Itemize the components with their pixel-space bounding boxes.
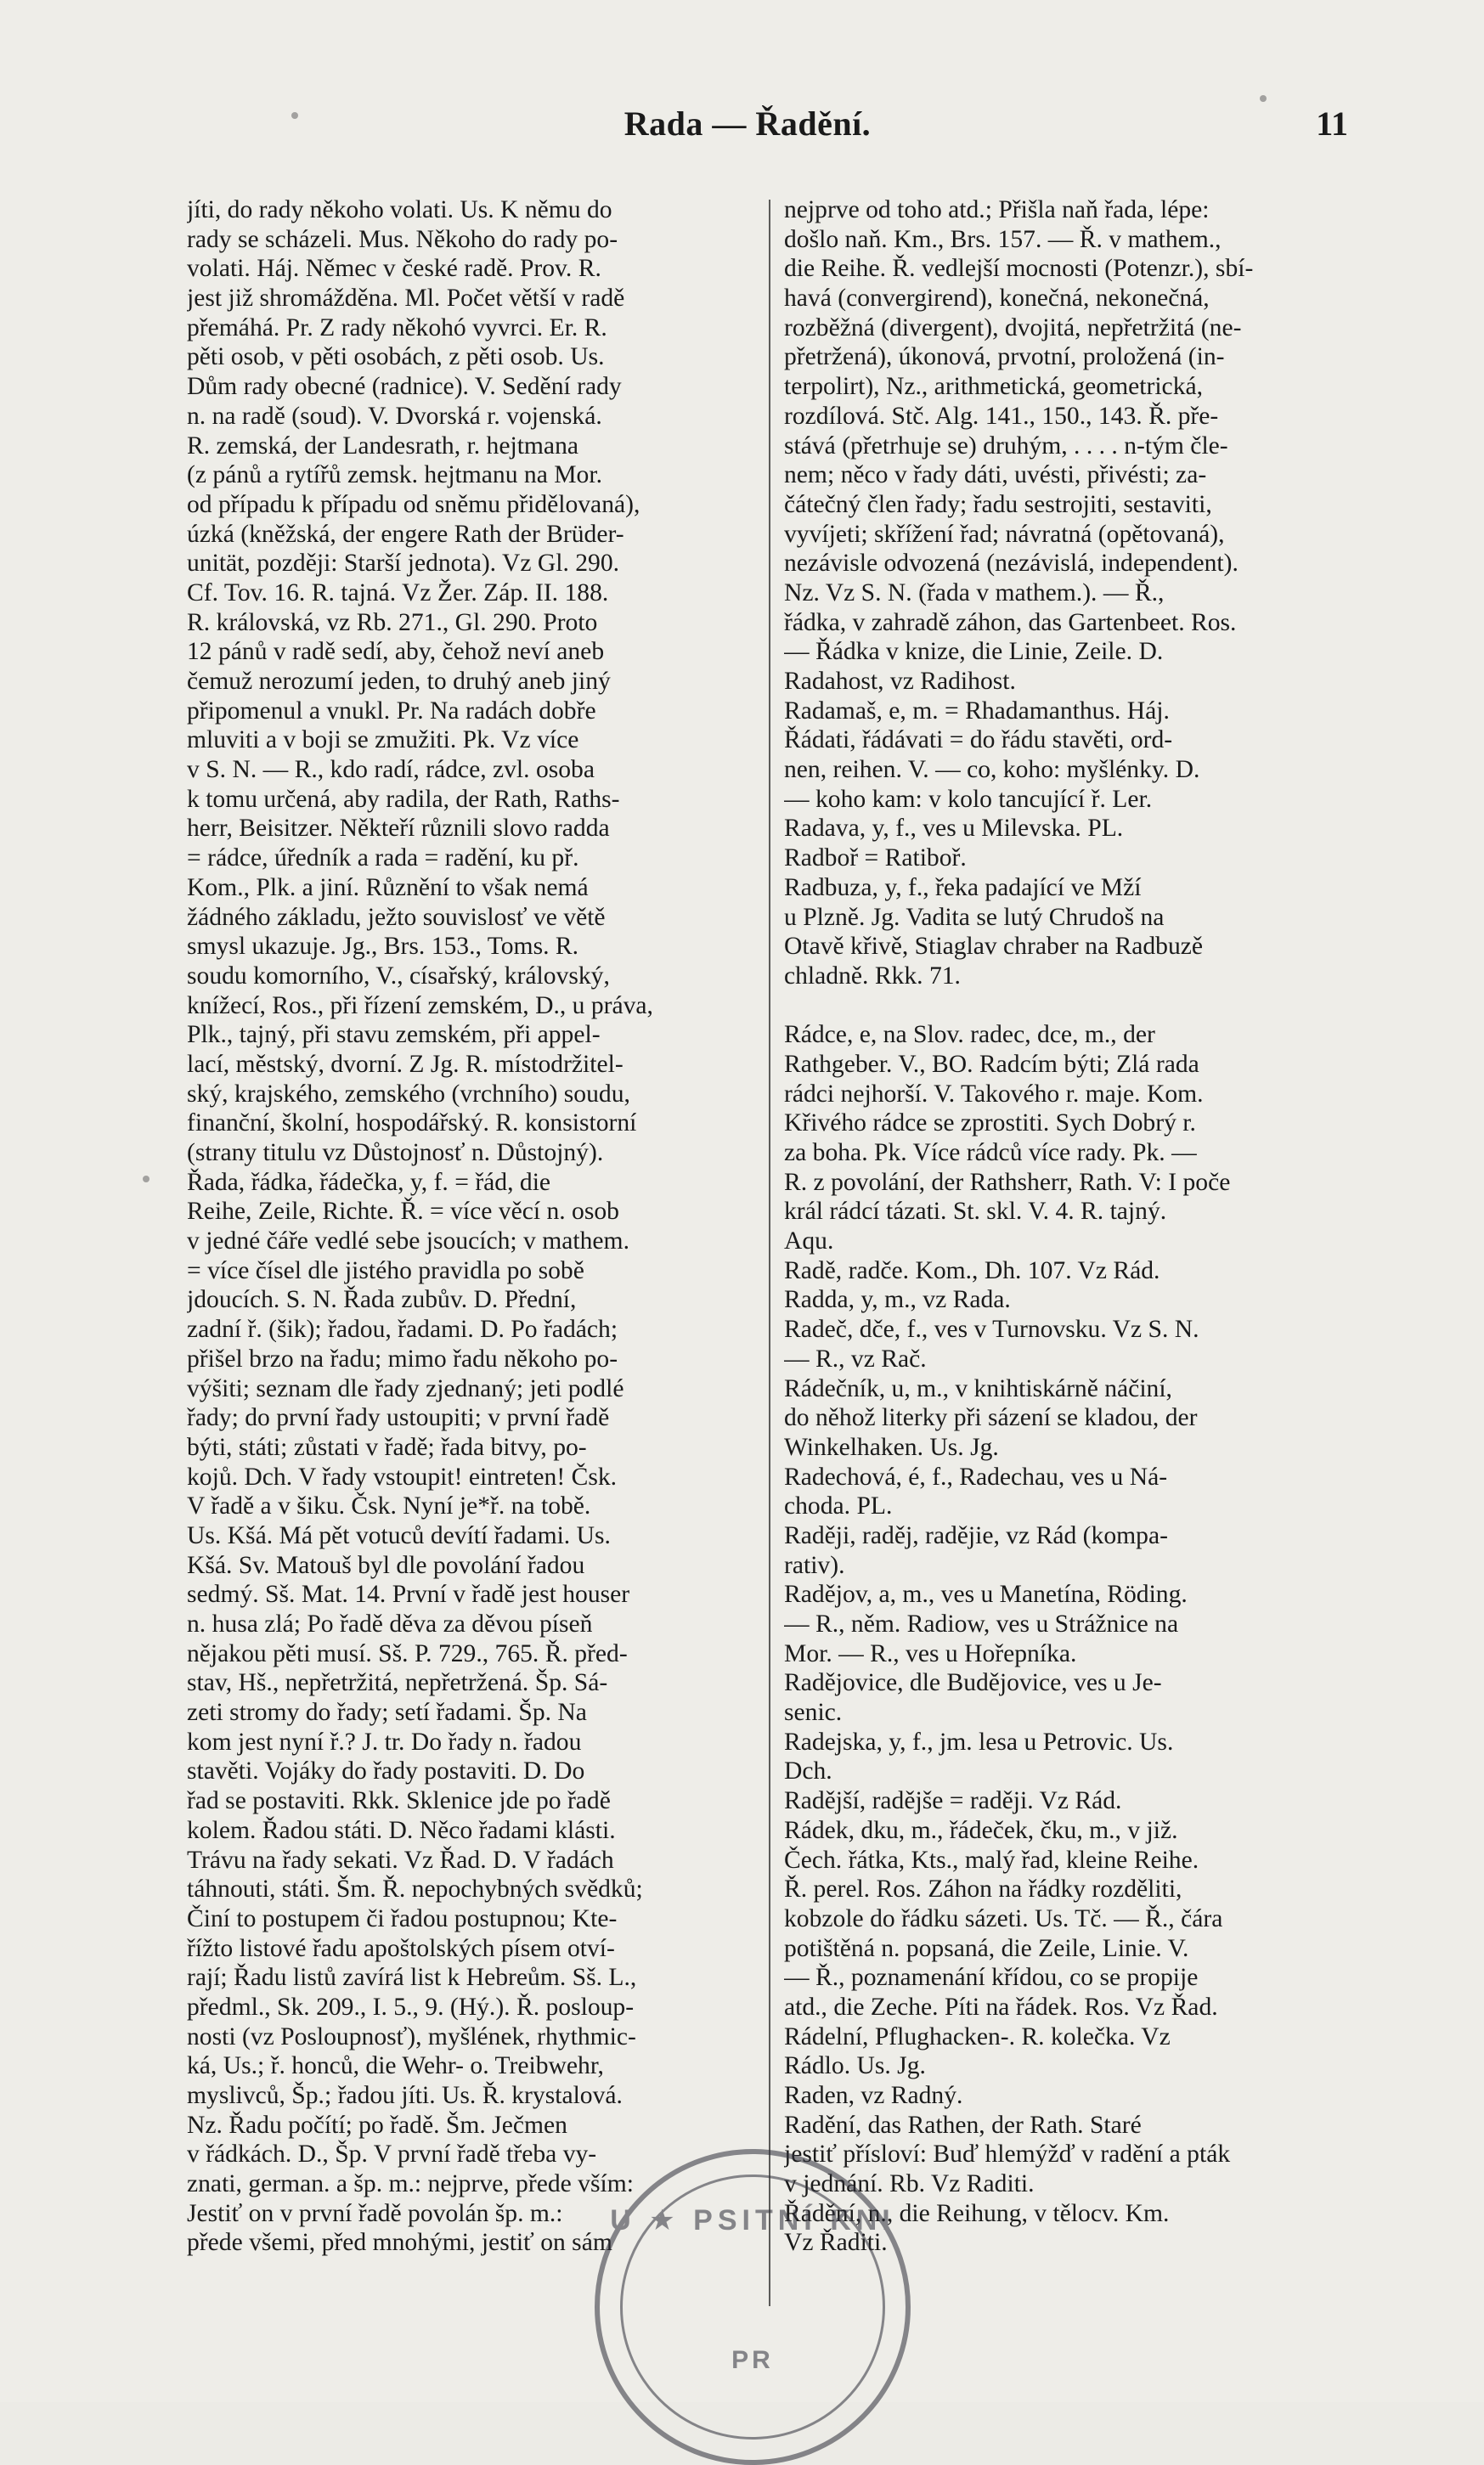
- left-column-line: R. zemská, der Landesrath, r. hejtmana: [187, 432, 579, 460]
- right-column-line: Aqu.: [784, 1227, 834, 1255]
- right-column-line: Radě, radče. Kom., Dh. 107. Vz Rád.: [784, 1256, 1160, 1284]
- right-column-line: Radějov, a, m., ves u Manetína, Röding.: [784, 1581, 1188, 1609]
- right-column-line: došlo naň. Km., Brs. 157. — Ř. v mathem.,: [784, 225, 1222, 253]
- right-column-line: Křivého rádce se zprostiti. Sych Dobrý r.: [784, 1109, 1196, 1137]
- left-column-line: myslivců, Šp.; řadou jíti. Us. Ř. krystalová.: [187, 2082, 623, 2109]
- right-column-line: Nz. Vz S. N. (řada v mathem.). — Ř.,: [784, 578, 1165, 606]
- left-column-line: úzká (kněžská, der engere Rath der Brüder-: [187, 520, 624, 548]
- left-column-line: smysl ukazuje. Jg., Brs. 153., Toms. R.: [187, 933, 579, 961]
- right-column-line: za boha. Pk. Více rádců více rady. Pk. —: [784, 1139, 1197, 1166]
- right-column-line: Radboř = Ratiboř.: [784, 844, 967, 872]
- right-column-line: Řadění, n., die Reihung, v tělocv. Km.: [784, 2199, 1170, 2227]
- left-column-line: knížecí, Ros., při řízení zemském, D., u práva,: [187, 991, 653, 1019]
- left-column-line: stav, Hš., nepřetržitá, nepřetržená. Šp. Sá-: [187, 1669, 608, 1697]
- left-column-line: táhnouti, státi. Šm. Ř. nepochybných svědků;: [187, 1876, 643, 1904]
- left-column-line: přemáhá. Pr. Z rady někohó vyvrci. Er. R.: [187, 313, 607, 341]
- right-column-line: Radahost, vz Radihost.: [784, 668, 1016, 695]
- right-column-line: řádka, v zahradě záhon, das Gartenbeet. Ros.: [784, 608, 1237, 636]
- right-column-line: Radějovice, dle Budějovice, ves u Je-: [784, 1669, 1162, 1697]
- left-column-line: unität, později: Starší jednota). Vz Gl. 290.: [187, 550, 620, 578]
- left-column-line: n. husa zlá; Po řadě děva za děvou píseň: [187, 1610, 593, 1638]
- left-column-line: Cf. Tov. 16. R. tajná. Vz Žer. Záp. II. 188.: [187, 578, 609, 606]
- right-column-line: Radeč, dče, f., ves v Turnovsku. Vz S. N.: [784, 1316, 1199, 1344]
- left-column-line: v jedné čáře vedlé sebe jsoucích; v mathem.: [187, 1227, 629, 1255]
- library-stamp: [595, 2149, 911, 2465]
- right-column-line: král rádcí tázati. St. skl. V. 4. R. tajný.: [784, 1198, 1167, 1226]
- left-column-line: k tomu určená, aby radila, der Rath, Raths-: [187, 785, 620, 813]
- left-column-line: zadní ř. (šik); řadou, řadami. D. Po řadách;: [187, 1316, 618, 1344]
- right-column-line: Radejska, y, f., jm. lesa u Petrovic. Us.: [784, 1728, 1174, 1756]
- right-column-line: [784, 991, 1374, 1021]
- left-column-line: kojů. Dch. V řady vstoupit! eintreten! Čsk.: [187, 1463, 618, 1491]
- running-head: Rada — Řadění.: [624, 104, 872, 143]
- right-column-line: jestiť přísloví: Buď hlemýžď v radění a pták: [784, 2141, 1231, 2169]
- left-column-line: předml., Sk. 209., I. 5., 9. (Hý.). Ř. posloup-: [187, 1993, 635, 2021]
- left-column-line: lací, městský, dvorní. Z Jg. R. místodržitel-: [187, 1050, 624, 1078]
- left-column-line: sedmý. Sš. Mat. 14. První v řadě jest houser: [187, 1581, 630, 1609]
- left-column-line: řad se postaviti. Rkk. Sklenice jde po řadě: [187, 1787, 611, 1815]
- right-column-line: nen, reihen. V. — co, koho: myšlénky. D.: [784, 756, 1200, 784]
- left-column-line: řady; do první řady ustoupiti; v první řadě: [187, 1404, 610, 1432]
- left-column-line: nosti (vz Posloupnosť), myšlének, rhythmic-: [187, 2022, 636, 2050]
- left-column-line: připomenul a vnukl. Pr. Na radách dobře: [187, 697, 596, 725]
- left-column-line: herr, Beisitzer. Někteří různili slovo radda: [187, 815, 610, 843]
- right-column-line: potištěná n. popsaná, die Zeile, Linie. V.: [784, 1934, 1189, 1962]
- left-column-line: Jestiť on v první řadě povolán šp. m.:: [187, 2199, 563, 2227]
- left-column-line: rají; Řadu listů zavírá list k Hebreům. Sš. L.,: [187, 1964, 637, 1992]
- left-column-line: Trávu na řady sekati. Vz Řad. D. V řadách: [187, 1846, 614, 1874]
- left-column-line: Řada, řádka, řádečka, y, f. = řád, die: [187, 1168, 551, 1196]
- speck: [1260, 95, 1267, 102]
- left-column-line: přede všemi, před mnohými, jestiť on sám: [187, 2229, 612, 2257]
- right-column-line: přetržená), úkonová, prvotní, proložená (in-: [784, 343, 1225, 371]
- right-column-line: Radava, y, f., ves u Milevska. PL.: [784, 815, 1124, 843]
- right-column-line: nezávisle odvozená (nezávislá, independent).: [784, 550, 1239, 578]
- left-column-line: n. na radě (soud). V. Dvorská r. vojenská.: [187, 402, 602, 430]
- right-column-line: Radbuza, y, f., řeka padající ve Mží: [784, 873, 1142, 901]
- right-column-line: Radější, radějše = raději. Vz Rád.: [784, 1787, 1122, 1815]
- right-column-line: choda. PL.: [784, 1492, 893, 1520]
- stamp-bottom-text: PR: [731, 2346, 774, 2374]
- left-column: [187, 195, 777, 2258]
- left-column-line: řížto listové řadu apoštolských písem otví-: [187, 1934, 615, 1962]
- right-column-line: die Reihe. Ř. vedlejší mocnosti (Potenzr.), sbí-: [784, 255, 1254, 283]
- left-column-line: Činí to postupem či řadou postupnou; Kte-: [187, 1904, 618, 1932]
- left-column-line: mluviti a v boji se zmužiti. Pk. Vz více: [187, 726, 579, 754]
- right-column-line: nejprve od toho atd.; Přišla naň řada, lépe:: [784, 196, 1210, 223]
- right-column-line: kobzole do řádku sázeti. Us. Tč. — Ř., čára: [784, 1904, 1223, 1932]
- left-column-line: R. královská, vz Rb. 271., Gl. 290. Proto: [187, 608, 598, 636]
- right-column-line: Radamaš, e, m. = Rhadamanthus. Háj.: [784, 697, 1170, 725]
- right-column-line: v jednání. Rb. Vz Raditi.: [784, 2170, 1035, 2198]
- right-column-line: do něhož literky při sázení se kladou, der: [784, 1404, 1198, 1432]
- left-column-line: přišel brzo na řadu; mimo řadu někoho po-: [187, 1345, 618, 1373]
- right-column-line: Rádlo. Us. Jg.: [784, 2052, 926, 2080]
- left-column-line: (z pánů a rytířů zemsk. hejtmanu na Mor.: [187, 461, 602, 489]
- right-column-line: senic.: [784, 1699, 843, 1727]
- left-column-line: žádného základu, ježto souvislosť ve větě: [187, 903, 606, 931]
- page-number: 11: [1316, 104, 1348, 143]
- left-column-line: = více čísel dle jistého pravidla po sobě: [187, 1256, 584, 1284]
- right-column-line: Rathgeber. V., BO. Radcím býti; Zlá rada: [784, 1050, 1199, 1078]
- left-column-line: volati. Háj. Němec v české radě. Prov. R.: [187, 255, 601, 283]
- left-column-line: ský, krajského, zemského (vrchního) soudu,: [187, 1080, 630, 1108]
- left-column-line: finanční, školní, hospodářský. R. konsistorní: [187, 1109, 637, 1137]
- right-column-line: Řádati, řádávati = do řádu stavěti, ord-: [784, 726, 1173, 754]
- right-column-line: atd., die Zeche. Píti na řádek. Ros. Vz Řad.: [784, 1993, 1218, 2021]
- left-column-line: čemuž nerozumí jeden, to druhý aneb jiný: [187, 668, 611, 695]
- right-column-line: Mor. — R., ves u Hořepníka.: [784, 1639, 1077, 1667]
- stamp-top-text: U ★ PSITNÍ KNI: [610, 2204, 895, 2237]
- left-column-line: pěti osob, v pěti osobách, z pěti osob. Us.: [187, 343, 605, 371]
- right-column-line: čátečný člen řady; řadu sestrojiti, sestaviti,: [784, 490, 1212, 518]
- right-column-line: Radda, y, m., vz Rada.: [784, 1286, 1011, 1314]
- left-column-line: nějakou pěti musí. Sš. P. 729., 765. Ř. před-: [187, 1639, 628, 1667]
- left-column-line: (strany titulu vz Důstojnosť n. Důstojný).: [187, 1139, 604, 1166]
- column-divider: [769, 200, 770, 2306]
- left-column-line: 12 pánů v radě sedí, aby, čehož neví aneb: [187, 638, 605, 666]
- left-column-line: kom jest nyní ř.? J. tr. Do řady n. řadou: [187, 1728, 582, 1756]
- right-column-line: rozběžná (divergent), dvojitá, nepřetržitá (ne-: [784, 313, 1242, 341]
- left-column-line: V řadě a v šiku. Čsk. Nyní je*ř. na tobě.: [187, 1492, 591, 1520]
- left-column-line: býti, státi; zůstati v řadě; řada bitvy, po-: [187, 1433, 587, 1461]
- left-column-line: = rádce, úředník a rada = radění, ku př.: [187, 844, 579, 872]
- left-column-line: od případu k případu od sněmu přidělovaná),: [187, 490, 640, 518]
- left-column-line: v řádkách. D., Šp. V první řadě třeba vy-: [187, 2141, 597, 2169]
- left-column-line: jíti, do rady někoho volati. Us. K němu do: [187, 196, 612, 223]
- right-column: [784, 195, 1374, 2258]
- right-column-line: Čech. řátka, Kts., malý řad, kleine Reihe.: [784, 1846, 1199, 1874]
- left-column-line: znati, german. a šp. m.: nejprve, přede vším:: [187, 2170, 634, 2198]
- left-column-line: stavěti. Vojáky do řady postaviti. D. Do: [187, 1757, 585, 1785]
- left-column-line: jdoucích. S. N. Řada zubův. D. Přední,: [187, 1286, 577, 1314]
- speck: [143, 1176, 150, 1182]
- right-column-line: — R., vz Rač.: [784, 1345, 927, 1373]
- right-column-line: Rádečník, u, m., v knihtiskárně náčiní,: [784, 1374, 1172, 1402]
- right-column-line: Rádek, dku, m., řádeček, čku, m., v již.: [784, 1816, 1178, 1844]
- right-column-line: Raden, vz Radný.: [784, 2082, 963, 2109]
- right-column-line: rativ).: [784, 1551, 845, 1579]
- speck: [291, 112, 298, 119]
- right-column-line: Radění, das Rathen, der Rath. Staré: [784, 2111, 1142, 2139]
- right-column-line: rádci nejhorší. V. Takového r. maje. Kom.: [784, 1080, 1204, 1108]
- right-column-line: nem; něco v řady dáti, uvésti, přivésti; za-: [784, 461, 1207, 489]
- right-column-line: rozdílová. Stč. Alg. 141., 150., 143. Ř. pře-: [784, 402, 1219, 430]
- right-column-line: chladně. Rkk. 71.: [784, 962, 961, 990]
- left-column-line: kolem. Řadou státi. D. Něco řadami klásti.: [187, 1816, 616, 1844]
- left-column-line: Reihe, Zeile, Richte. Ř. = více věcí n. osob: [187, 1198, 619, 1226]
- left-column-line: Kšá. Sv. Matouš byl dle povolání řadou: [187, 1551, 585, 1579]
- right-column-line: — Ř., poznamenání křídou, co se propije: [784, 1964, 1199, 1992]
- right-column-line: R. z povolání, der Rathsherr, Rath. V: I poče: [784, 1168, 1231, 1196]
- left-column-line: rady se scházeli. Mus. Někoho do rady po-: [187, 225, 618, 253]
- left-column-line: Us. Kšá. Má pět votuců devítí řadami. Us.: [187, 1521, 611, 1549]
- right-column-line: Vz Řaditi.: [784, 2229, 888, 2257]
- left-column-line: jest již shromážděna. Ml. Počet větší v radě: [187, 285, 625, 313]
- left-column-line: soudu komorního, V., císařský, královský,: [187, 962, 610, 990]
- left-column-line: Plk., tajný, při stavu zemském, při appel-: [187, 1021, 601, 1049]
- left-column-line: Dům rady obecné (radnice). V. Sedění rady: [187, 373, 622, 401]
- right-column-line: u Plzně. Jg. Vadita se lutý Chrudoš na: [784, 903, 1165, 931]
- left-column-line: Nz. Řadu počítí; po řadě. Šm. Ječmen: [187, 2111, 567, 2139]
- right-column-line: Rádce, e, na Slov. radec, dce, m., der: [784, 1021, 1155, 1049]
- right-column-line: vyvíjeti; skřížení řad; návratná (opětovaná),: [784, 520, 1225, 548]
- right-column-line: Dch.: [784, 1757, 832, 1785]
- right-column-line: — Řádka v knize, die Linie, Zeile. D.: [784, 638, 1164, 666]
- right-column-line: — koho kam: v kolo tancující ř. Ler.: [784, 785, 1153, 813]
- left-column-line: výšiti; seznam dle řady zjednaný; jeti podlé: [187, 1374, 624, 1402]
- right-column-line: Ř. perel. Ros. Záhon na řádky rozděliti,: [784, 1876, 1182, 1904]
- right-column-line: stává (přetrhuje se) druhým, . . . . n-tým čle-: [784, 432, 1228, 460]
- left-column-line: v S. N. — R., kdo radí, rádce, zvl. osoba: [187, 756, 595, 784]
- right-column-line: Winkelhaken. Us. Jg.: [784, 1433, 999, 1461]
- page-header: [0, 100, 1484, 151]
- left-column-line: ká, Us.; ř. honců, die Wehr- o. Treibwehr,: [187, 2052, 604, 2080]
- right-column-line: Raději, raděj, radějie, vz Rád (kompa-: [784, 1521, 1168, 1549]
- right-column-line: Otavě křivě, Stiaglav chraber na Radbuzě: [784, 933, 1204, 961]
- left-column-line: Kom., Plk. a jiní. Různění to však nemá: [187, 873, 589, 901]
- right-column-line: havá (convergirend), konečná, nekonečná,: [784, 285, 1210, 313]
- left-column-line: zeti stromy do řady; setí řadami. Šp. Na: [187, 1699, 587, 1727]
- right-column-line: Rádelní, Pflughacken-. R. kolečka. Vz: [784, 2022, 1171, 2050]
- right-column-line: — R., něm. Radiow, ves u Strážnice na: [784, 1610, 1179, 1638]
- right-column-line: terpolirt), Nz., arithmetická, geometrická,: [784, 373, 1204, 401]
- right-column-line: Radechová, é, f., Radechau, ves u Ná-: [784, 1463, 1168, 1491]
